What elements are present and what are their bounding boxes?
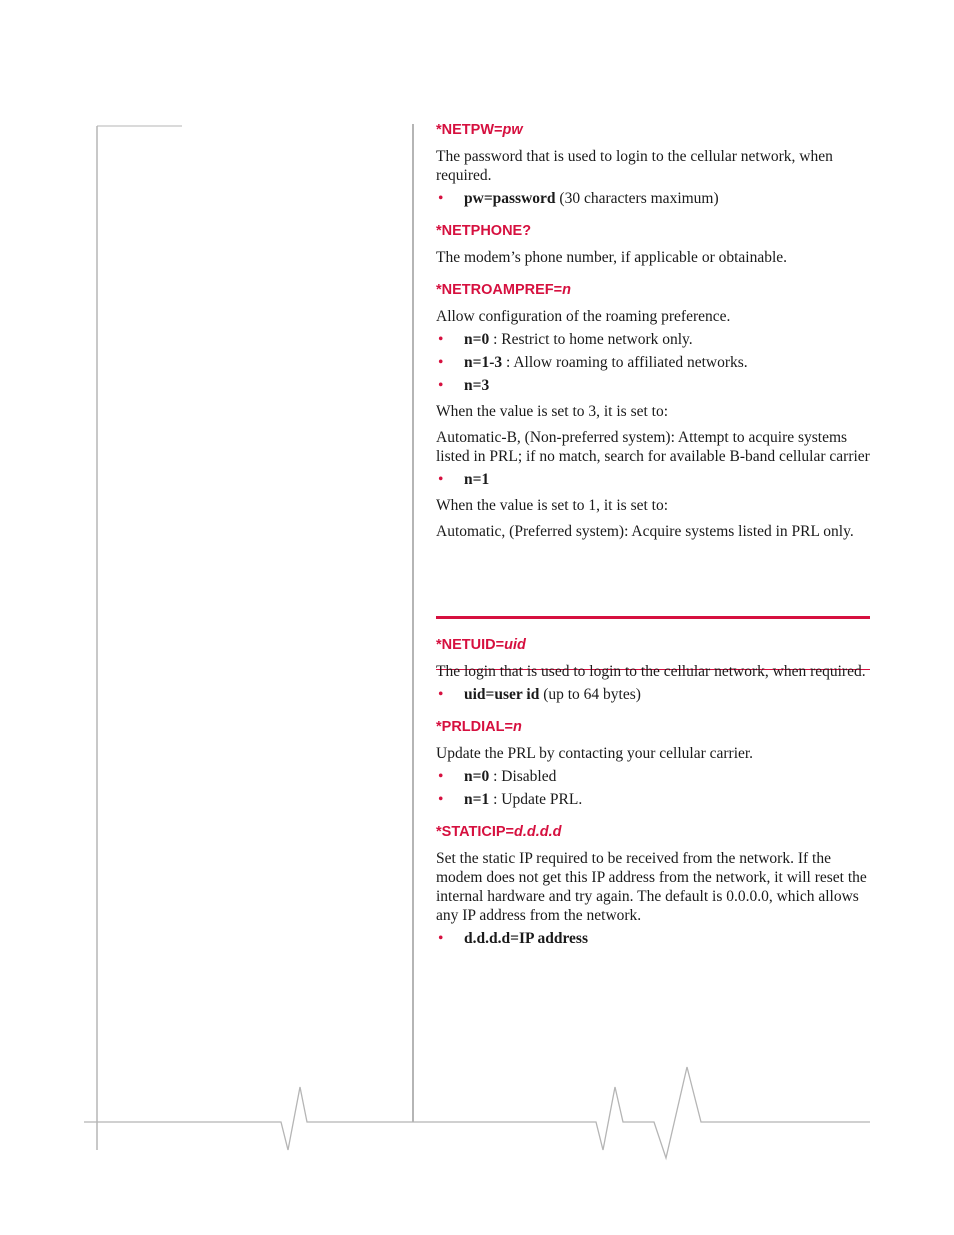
command-staticip (436, 822, 870, 948)
command-netroampref (436, 280, 870, 541)
list-item: • n=0 : Disabled (436, 767, 870, 786)
command-netphone (436, 221, 870, 267)
parameter-list (436, 470, 870, 489)
bottom-heartbeat-line (84, 1067, 870, 1158)
main-content (436, 120, 870, 948)
command-description: The modem’s phone number, if applicable or obtainable. (436, 249, 788, 266)
command-heading: *NETPHONE? (436, 223, 532, 239)
list-item: • n=1-3 : Allow roaming to affiliated networks. (436, 353, 870, 372)
list-item: • n=1 : Update PRL. (436, 790, 870, 809)
command-heading: *NETROAMPREF=n (436, 282, 571, 298)
parameter-list (436, 767, 870, 809)
value-note: When the value is set to 3, it is set to: (436, 403, 669, 420)
command-netpw (436, 120, 870, 208)
command-netuid (436, 635, 870, 704)
parameter-list (436, 685, 870, 704)
command-heading: *STATICIP=d.d.d.d (436, 824, 562, 840)
parameter-list (436, 189, 870, 208)
list-item: • n=3 (436, 376, 870, 395)
value-note: When the value is set to 1, it is set to: (436, 497, 669, 514)
command-description: The login that is used to login to the cellular network, when required. (436, 663, 866, 680)
command-description: Update the PRL by contacting your cellular carrier. (436, 745, 754, 762)
value-detail: Automatic, (Preferred system): Acquire systems listed in PRL only. (436, 523, 854, 540)
parameter-list (436, 929, 870, 948)
command-description: The password that is used to login to the cellular network, when required. (436, 148, 833, 184)
command-heading: *NETPW=pw (436, 122, 523, 138)
value-detail: Automatic-B, (Non-preferred system): Attempt to acquire systems listed in PRL; if no match, search for available B-band cellular carrier (436, 429, 870, 465)
list-item: • uid=user id (up to 64 bytes) (436, 685, 870, 704)
command-heading: *NETUID=uid (436, 637, 526, 653)
command-heading: *PRLDIAL=n (436, 719, 522, 735)
list-item: • pw=password (30 characters maximum) (436, 189, 870, 208)
command-prldial (436, 717, 870, 809)
list-item: • n=1 (436, 470, 870, 489)
list-item: • d.d.d.d=IP address (436, 929, 870, 948)
command-description: Set the static IP required to be received from the network. If the modem does not get this IP address from the network, it will reset the internal hardware and try again. The default is 0.0.0.0, which allows any IP address from the network. (436, 850, 867, 924)
list-item: • n=0 : Restrict to home network only. (436, 330, 870, 349)
command-description: Allow configuration of the roaming preference. (436, 308, 731, 325)
parameter-list (436, 330, 870, 395)
